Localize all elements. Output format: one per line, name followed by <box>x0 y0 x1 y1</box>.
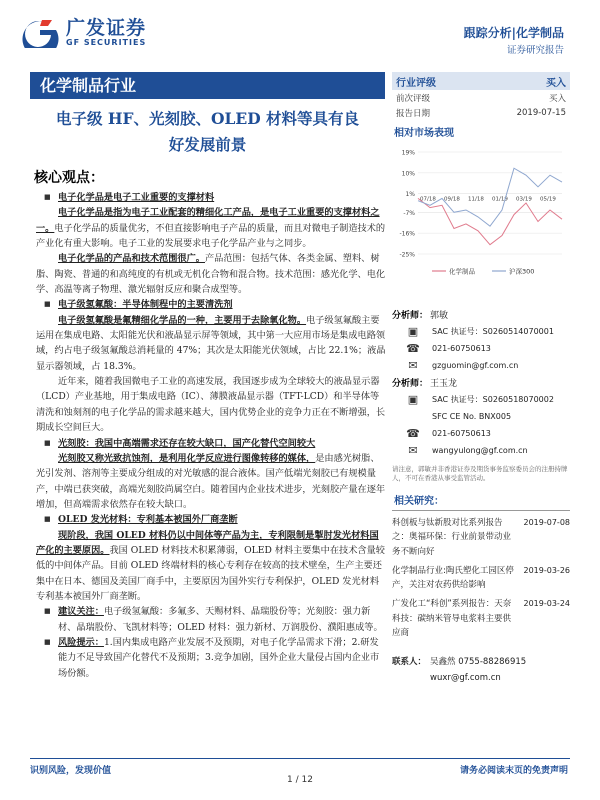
analysts-block <box>392 306 570 459</box>
contact-label: 联系人： <box>392 657 427 668</box>
chart-svg <box>392 146 570 286</box>
analyst-info-row <box>392 391 570 408</box>
related-research-item[interactable] <box>392 597 570 640</box>
certificate-icon: ▣ <box>407 325 419 338</box>
body-paragraph <box>36 313 386 374</box>
bullet-heading <box>36 512 386 527</box>
paragraph-text: 电子级氢氟酸：多氟多、天赐材料、晶瑞股份等；光刻胶：强力新材、晶瑞股份、飞凯材料等；OLED 材料：强力新材、万润股份、濮阳惠成等。 <box>58 606 383 633</box>
analyst-info-row <box>392 323 570 340</box>
industry-banner <box>30 72 385 99</box>
related-research-date: 2019-03-26 <box>523 565 570 575</box>
page-header <box>0 0 600 62</box>
analyst-info-text: wangyulong@gf.com.cn <box>432 446 528 455</box>
analyst-info-row[interactable] <box>392 357 570 374</box>
analyst-info-text: SAC 执证号：S0260514070001 <box>432 327 554 336</box>
y-tick-label: 19% <box>401 149 415 157</box>
analyst-name-row <box>392 374 570 391</box>
page-number: 1 / 12 <box>287 775 313 785</box>
contact-phone: 吴鑫然 0755-88286915 <box>430 657 527 668</box>
bullet-heading <box>36 190 386 205</box>
analyst-info-text: gzguomin@gf.com.cn <box>432 361 519 370</box>
bullet-heading <box>36 635 386 681</box>
analyst-info-row <box>392 340 570 357</box>
bullet-heading <box>36 604 386 635</box>
related-research-title: 相关研究： <box>392 493 570 511</box>
related-research-item[interactable] <box>392 564 570 593</box>
industry-title: 化学制品行业 <box>40 76 137 95</box>
emphasis-text: 电子化学品是电子工业重要的支撑材料 <box>58 192 215 203</box>
core-viewpoints-title: 核心观点： <box>34 170 104 186</box>
analyst-info-text: SFC CE No. BNX005 <box>432 412 512 421</box>
footer-slogan: 识别风险，发现价值 <box>30 766 112 776</box>
analyst-info-text: SAC 执证号：S0260518070002 <box>432 395 554 404</box>
analyst-info-row[interactable] <box>392 442 570 459</box>
related-research <box>392 493 570 640</box>
relative-performance-chart <box>392 146 570 286</box>
previous-rating-label: 前次评级 <box>396 93 431 104</box>
y-tick-label: -16% <box>399 230 415 238</box>
headline-line-2: 好发展前景 <box>168 135 247 154</box>
footer-divider <box>30 758 570 759</box>
bullet-heading <box>36 436 386 451</box>
x-tick-label: 09/18 <box>444 196 460 203</box>
analyst-info-text: 021-60750613 <box>432 344 491 353</box>
related-research-item[interactable] <box>392 516 570 559</box>
related-research-date: 2019-03-24 <box>523 599 570 609</box>
rating-value: 买入 <box>546 77 566 89</box>
analyst-name-row <box>392 306 570 323</box>
report-type: 证券研究报告 <box>506 45 564 56</box>
logo-english-text: GF SECURITIES <box>66 38 147 47</box>
related-research-title-text: 广发化工“科创”系列报告：天奈科技：碳纳米管导电浆料主要供应商 <box>392 599 512 639</box>
related-research-title-text: 科创板与钛新股对比系列报告之：奥福环保：行业前景带动业务不断向好 <box>392 518 512 557</box>
contact-block <box>392 654 570 686</box>
emphasis-text: 电子化学品是指为电子工业配套的精细化工产品，是电子工业重要的支撑材料之一。 <box>36 207 380 234</box>
paragraph-text: 我国 OLED 材料技术积累薄弱，OLED 材料主要集中在技术含量较低的中间体产品。目前 OLED 终端材料的核心专利存在较高的技术壁垒，生产主要还集中在日本、德国及美国厂商手中，主要原因为国外实行专利保护，OLED 发光材料专利基本被国外厂商垄断。 <box>36 544 385 602</box>
emphasis-text: OLED 发光材料：专利基本被国外厂商垄断 <box>58 514 238 526</box>
emphasis-text: 电子级氢氟酸：半导体制程中的主要清洗剂 <box>58 299 233 311</box>
paragraph-text: 电子化学品的质量优劣，不但直接影响电子产品的质量，而且对微电子制造技术的产业化有重大影响。电子工业的发展要求电子化学品产业与之同步。 <box>36 222 386 250</box>
emphasis-text: 现阶段，我国 OLED 材料仍以中间体等产品为主，专利限制是掣肘发光材料国产化的主要原因。 <box>36 529 379 556</box>
certificate-icon: ▣ <box>407 393 419 406</box>
market-performance-title: 相对市场表现 <box>394 128 454 139</box>
phone-icon: ☎ <box>406 427 420 440</box>
core-viewpoints-body <box>36 190 386 681</box>
x-tick-label: 01/19 <box>492 196 508 203</box>
emphasis-text: 建议关注： <box>58 606 104 618</box>
y-tick-label: -7% <box>403 209 415 217</box>
analyst-info-text: 021-60750613 <box>432 429 491 438</box>
rating-header <box>392 72 570 90</box>
body-paragraph <box>36 205 386 251</box>
paragraph-text: 是由感光树脂、光引发剂、溶剂等主要成分组成的对光敏感的混合液体。国产低端光刻胶已有规模量产，中端已获突破，高端光刻胶尚属空白。随着国内企业技术进步，光刻胶产量在逐年增加，但高端需求依然存在较大缺口。 <box>36 452 386 510</box>
logo-chinese-text: 广发证券 <box>66 17 147 39</box>
report-date-label: 报告日期 <box>396 108 431 119</box>
x-tick-label: 03/19 <box>516 196 532 203</box>
analyst-name: 王玉龙 <box>430 379 458 389</box>
emphasis-text: 电子化学品的产品和技术范围很广。 <box>58 253 205 265</box>
body-paragraph <box>36 528 386 605</box>
legend-label: 沪深300 <box>509 267 535 276</box>
emphasis-text: 光刻胶：我国中高端需求还存在较大缺口，国产化替代空间较大 <box>58 437 316 449</box>
email-icon: ✉ <box>408 444 418 457</box>
analyst-info-row <box>392 408 570 425</box>
emphasis-text: 光刻胶又称光致抗蚀剂，是利用化学反应进行图像转移的媒体， <box>58 452 316 464</box>
previous-rating-value: 买入 <box>548 93 566 104</box>
bullet-heading <box>36 297 386 312</box>
related-research-title-text: 化学制品行业:陶氏塑化工园区停产，关注对农药供给影响 <box>392 565 514 591</box>
logo-mark-icon <box>18 18 60 48</box>
y-tick-label: 1% <box>405 191 415 199</box>
x-tick-label: 05/19 <box>540 196 556 203</box>
body-paragraph <box>36 251 386 297</box>
report-category: 跟踪分析|化学制品 <box>463 26 564 40</box>
body-paragraph <box>36 374 386 435</box>
email-icon: ✉ <box>408 359 418 372</box>
footer-disclaimer-note: 请务必阅读末页的免责声明 <box>459 766 568 776</box>
legend-label: 化学制品 <box>449 267 475 276</box>
paragraph-text: 电子级氢氟酸主要运用在集成电路、太阳能光伏和液晶显示屏等领域，其中第一大应用市场是集成电路领域，约占电子级氢氟酸总消耗量的 47%；其次是太阳能光伏领域，占比 22.1%；液晶显示器领域，占 18.3%。 <box>36 314 386 372</box>
phone-icon: ☎ <box>406 342 420 355</box>
contact-email[interactable]: wuxr@gf.com.cn <box>430 673 501 684</box>
headline-line-1: 电子级 HF、光刻胶、OLED 材料等具有良 <box>55 109 360 128</box>
x-tick-label: 11/18 <box>468 196 484 203</box>
analyst-name: 郭敏 <box>430 311 449 321</box>
series-line-chemical-products <box>418 198 562 244</box>
rating-label: 行业评级 <box>396 77 436 89</box>
emphasis-text: 风险提示： <box>58 636 104 648</box>
y-tick-label: -25% <box>399 251 415 259</box>
analyst-label: 分析师： <box>392 311 429 321</box>
emphasis-text: 电子级氢氟酸是氟精细化学品的一种，主要用于去除氧化物。 <box>58 314 307 326</box>
sidebar <box>392 72 570 686</box>
paragraph-text: 产品范围：包括气体、各类金属、塑料、树脂、陶瓷、普通的和高纯度的有机或无机化合物和混合物。技术范围：感光化学、电化学、高温等离子物理、激光辐射反应和聚合成型等。 <box>36 253 386 296</box>
report-headline <box>30 106 385 158</box>
y-tick-label: 10% <box>401 170 415 178</box>
report-date-row <box>392 105 570 120</box>
body-paragraph <box>36 451 386 512</box>
analyst-label: 分析师： <box>392 379 429 389</box>
sfc-disclaimer: 请注意，郭敏并非香港证券及期货事务监察委员会的注册持牌人，不可在香港从事受监管活动。 <box>392 465 568 482</box>
report-date-value: 2019-07-15 <box>516 107 566 118</box>
previous-rating-row <box>392 90 570 105</box>
related-research-date: 2019-07-08 <box>523 518 570 527</box>
paragraph-text: 近年来，随着我国微电子工业的高速发展，我国逐步成为全球较大的液晶显示器（LCD）产业基地，用于集成电路（IC）、薄膜液晶显示器（TFT-LCD）和半导体等清洗和蚀刻剂的电子化学品的需求越来越大，国内优势企业的竞争力正在不断增强，长期成长空间巨大。 <box>36 376 386 434</box>
x-tick-label: 07/18 <box>420 196 436 203</box>
paragraph-text: 1.国内集成电路产业发展不及预期，对电子化学品需求下滑；2.研发能力不足导致国产化替代不及预期；3.竞争加剧，国外企业大量侵占国内企业市场份额。 <box>58 636 380 679</box>
analyst-info-row <box>392 425 570 442</box>
company-logo <box>18 18 146 48</box>
